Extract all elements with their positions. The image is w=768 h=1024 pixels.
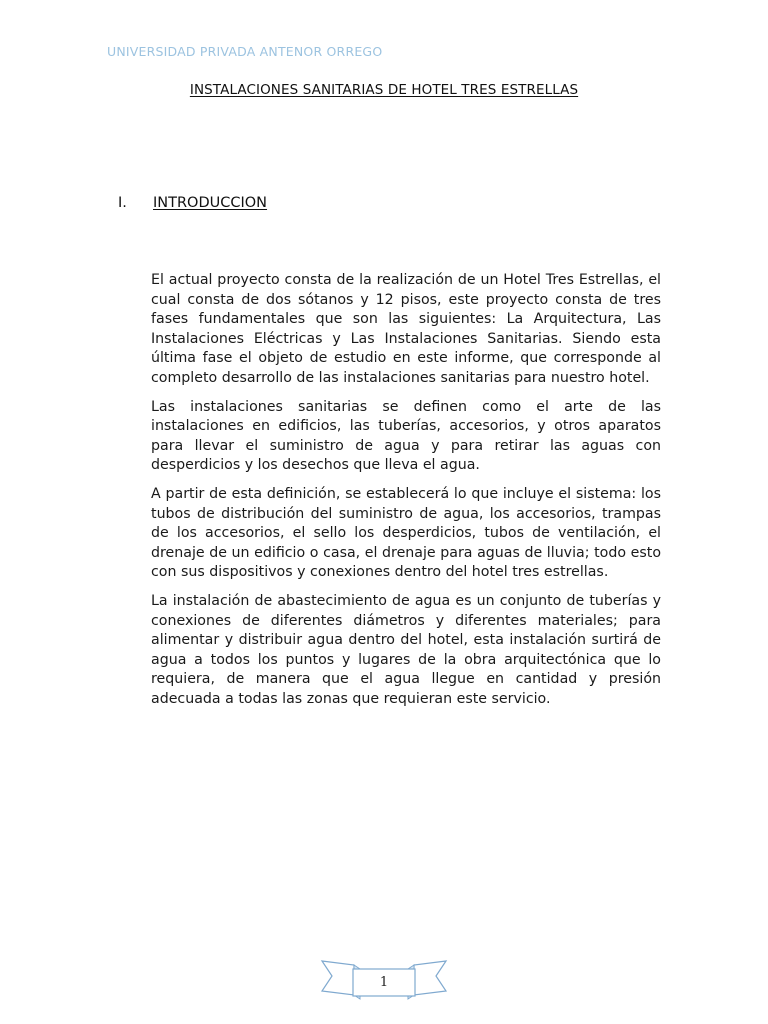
section-heading bbox=[118, 195, 267, 211]
section-number: I. bbox=[118, 195, 127, 211]
paragraph: La instalación de abastecimiento de agua es un conjunto de tuberías y conexiones de diferentes diámetros y diferentes materiales; para alimentar y distribuir agua dentro del hotel, esta instalación surtirá de agua a todos los puntos y lugares de la obra arquitectónica que lo requiera, de manera que el agua llegue en cantidad y presión adecuada a todas las zonas que requieran este servicio. bbox=[151, 592, 661, 707]
paragraph: Las instalaciones sanitarias se definen como el arte de las instalaciones en edificios, las tuberías, accesorios, y otros aparatos para llevar el suministro de agua y para retirar las aguas con desperdicios y los desechos que lleva el agua. bbox=[151, 398, 661, 474]
paragraph: El actual proyecto consta de la realización de un Hotel Tres Estrellas, el cual consta de dos sótanos y 12 pisos, este proyecto consta de tres fases fundamentales que son las siguientes: La Arquitectura, Las Instalaciones Eléctricas y Las Instalaciones Sanitarias. Siendo esta última fase el objeto de estudio en este informe, que corresponde al completo desarrollo de las instalaciones sanitarias para nuestro hotel. bbox=[151, 272, 661, 386]
paragraph: A partir de esta definición, se establecerá lo que incluye el sistema: los tubos de distribución del suministro de agua, los accesorios, trampas de los accesorios, el sello los desperdicios, tubos de ventilación, el drenaje de un edificio o casa, el drenaje para aguas de lluvia; todo esto con sus dispositivos y conexiones dentro del hotel tres estrellas. bbox=[151, 485, 661, 581]
institution-header: UNIVERSIDAD PRIVADA ANTENOR ORREGO bbox=[107, 44, 383, 59]
section-body bbox=[151, 271, 661, 718]
page-number: 1 bbox=[379, 975, 389, 990]
section-heading-label: INTRODUCCION bbox=[153, 195, 268, 211]
document-title: INSTALACIONES SANITARIAS DE HOTEL TRES ESTRELLAS bbox=[189, 82, 579, 98]
